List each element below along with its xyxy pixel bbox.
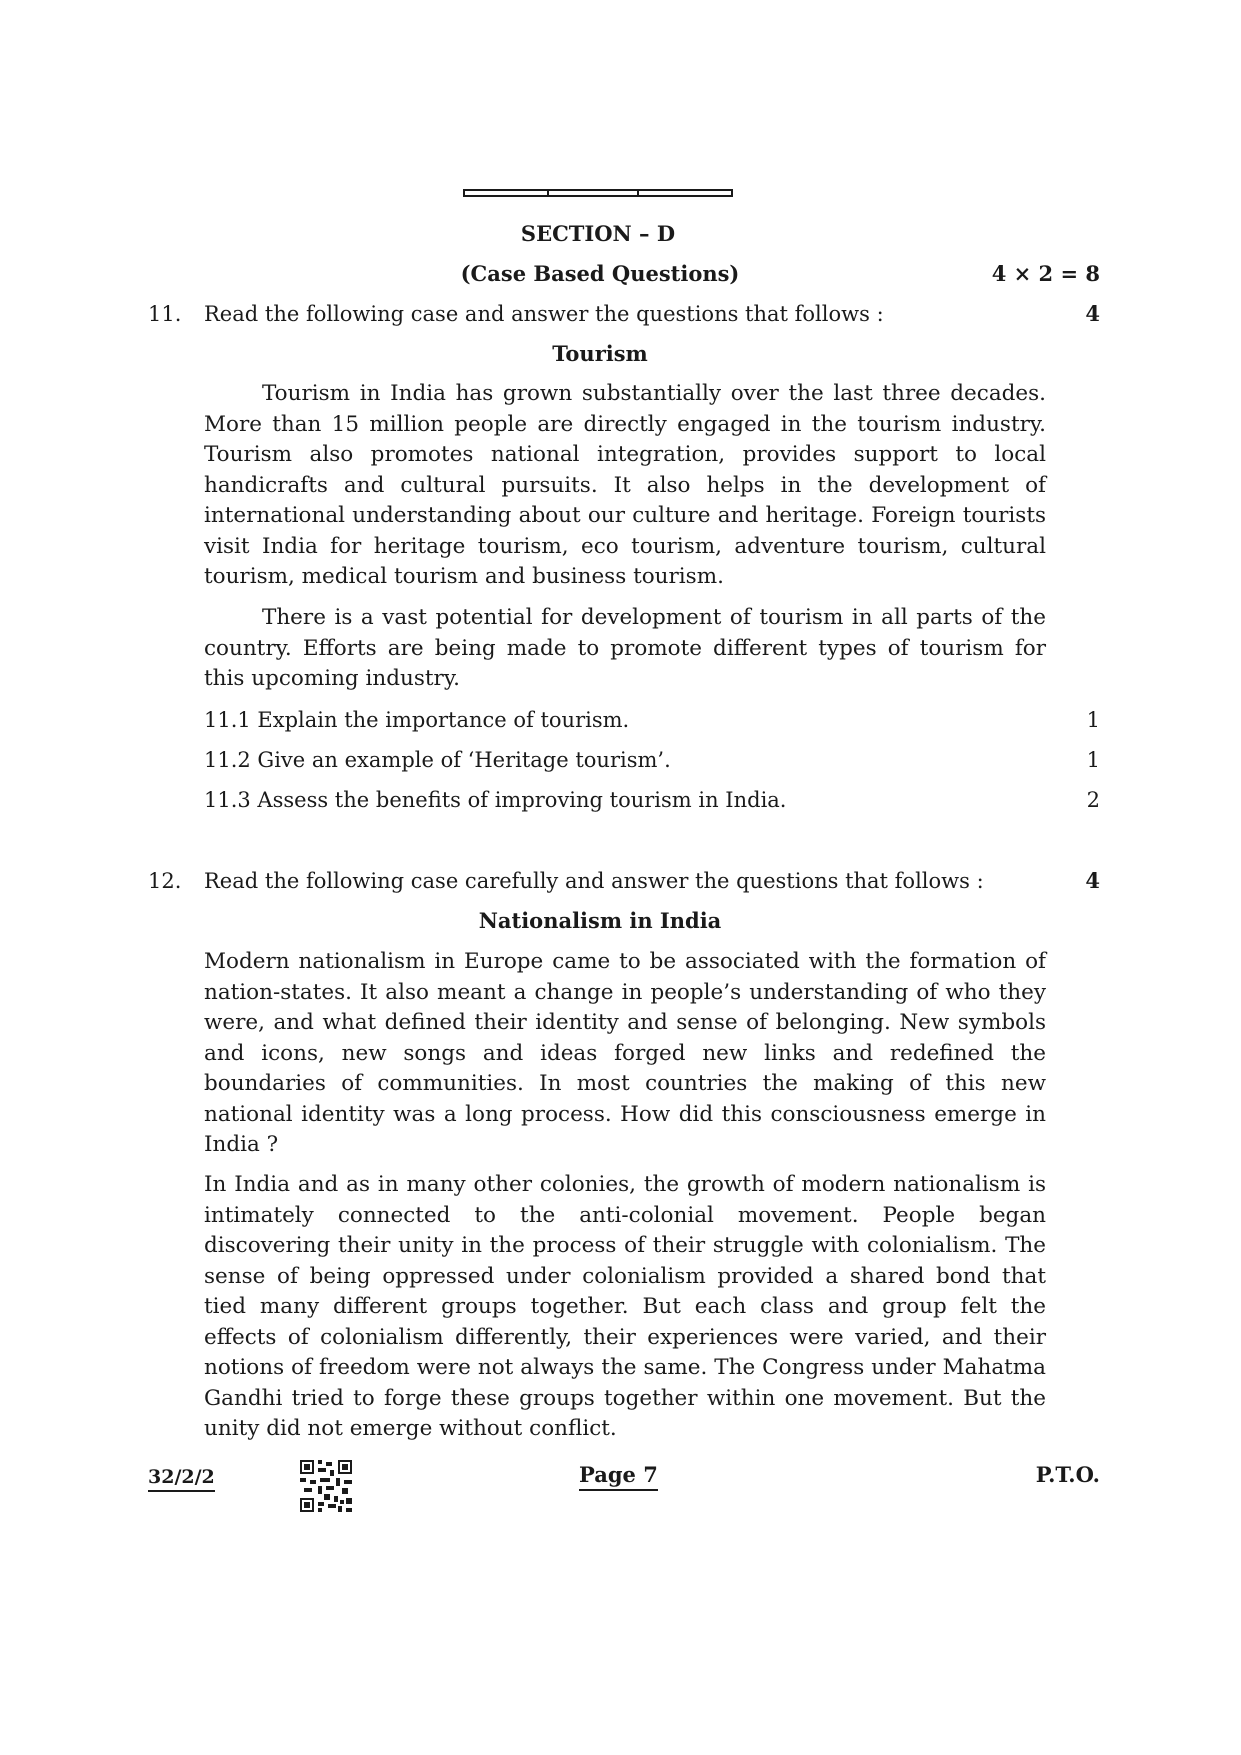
case-heading: Nationalism in India	[478, 908, 722, 933]
section-subtitle: (Case Based Questions)	[460, 261, 740, 286]
question-number: 11.	[148, 302, 182, 326]
paper-code	[148, 1462, 215, 1492]
question-prompt: Read the following case and answer the questions that follows :	[204, 302, 884, 326]
question-prompt: Read the following case carefully and answer the questions that follows :	[204, 869, 984, 893]
qr-code-icon	[300, 1460, 352, 1512]
paper-code-text: 32/2/2	[148, 1466, 215, 1492]
page-number	[579, 1460, 658, 1490]
case-paragraph	[204, 379, 1046, 593]
subquestion: 11.3 Assess the benefits of improving tourism in India.	[204, 788, 787, 812]
question-marks: 4	[1085, 868, 1100, 893]
paragraph-text: Tourism in India has grown substantially over the last three decades. More than 15 million people are directly engaged in the tourism industry. Tourism also promotes national integration, provides support to local handicrafts and cultural pursuits. It also helps in the development of international understanding about our culture and heritage. Foreign tourists visit India for heritage tourism, eco tourism, adventure tourism, cultural tourism, medical tourism and business tourism.	[204, 381, 1046, 589]
question-number: 12.	[148, 869, 182, 893]
subquestion-marks: 1	[1086, 748, 1100, 772]
pto-label: P.T.O.	[1035, 1462, 1100, 1487]
subquestion: 11.1 Explain the importance of tourism.	[204, 708, 630, 732]
section-divider-bar	[463, 189, 733, 197]
section-title: SECTION – D	[520, 221, 676, 246]
case-paragraph	[204, 603, 1046, 695]
case-paragraph	[204, 1170, 1046, 1445]
page-number-text: Page 7	[579, 1462, 658, 1491]
divider-tick	[547, 189, 549, 197]
question-marks: 4	[1085, 301, 1100, 326]
subquestion-marks: 1	[1086, 708, 1100, 732]
section-marks: 4 × 2 = 8	[991, 261, 1100, 286]
divider-tick	[637, 189, 639, 197]
paragraph-text: In India and as in many other colonies, the growth of modern nationalism is intimately connected to the anti-colonial movement. People began discovering their unity in the process of their struggle with colonialism. The sense of being oppressed under colonialism provided a shared bond that tied many different groups together. But each class and group felt the effects of colonialism differently, their experiences were varied, and their notions of freedom were not always the same. The Congress under Mahatma Gandhi tried to forge these groups together within one movement. But the unity did not emerge without conflict.	[204, 1172, 1046, 1441]
subquestion: 11.2 Give an example of ‘Heritage tourism’.	[204, 748, 671, 772]
paragraph-text: Modern nationalism in Europe came to be associated with the formation of nation-states. It also meant a change in people’s understanding of who they were, and what defined their identity and sense of belonging. New symbols and icons, new songs and ideas forged new links and redefined the boundaries of communities. In most countries the making of this new national identity was a long process. How did this consciousness emerge in India ?	[204, 949, 1046, 1157]
subquestion-marks: 2	[1086, 788, 1100, 812]
paragraph-text: There is a vast potential for development of tourism in all parts of the country. Efforts are being made to promote different types of tourism for this upcoming industry.	[204, 605, 1046, 691]
case-heading: Tourism	[552, 341, 648, 366]
case-paragraph	[204, 947, 1046, 1161]
